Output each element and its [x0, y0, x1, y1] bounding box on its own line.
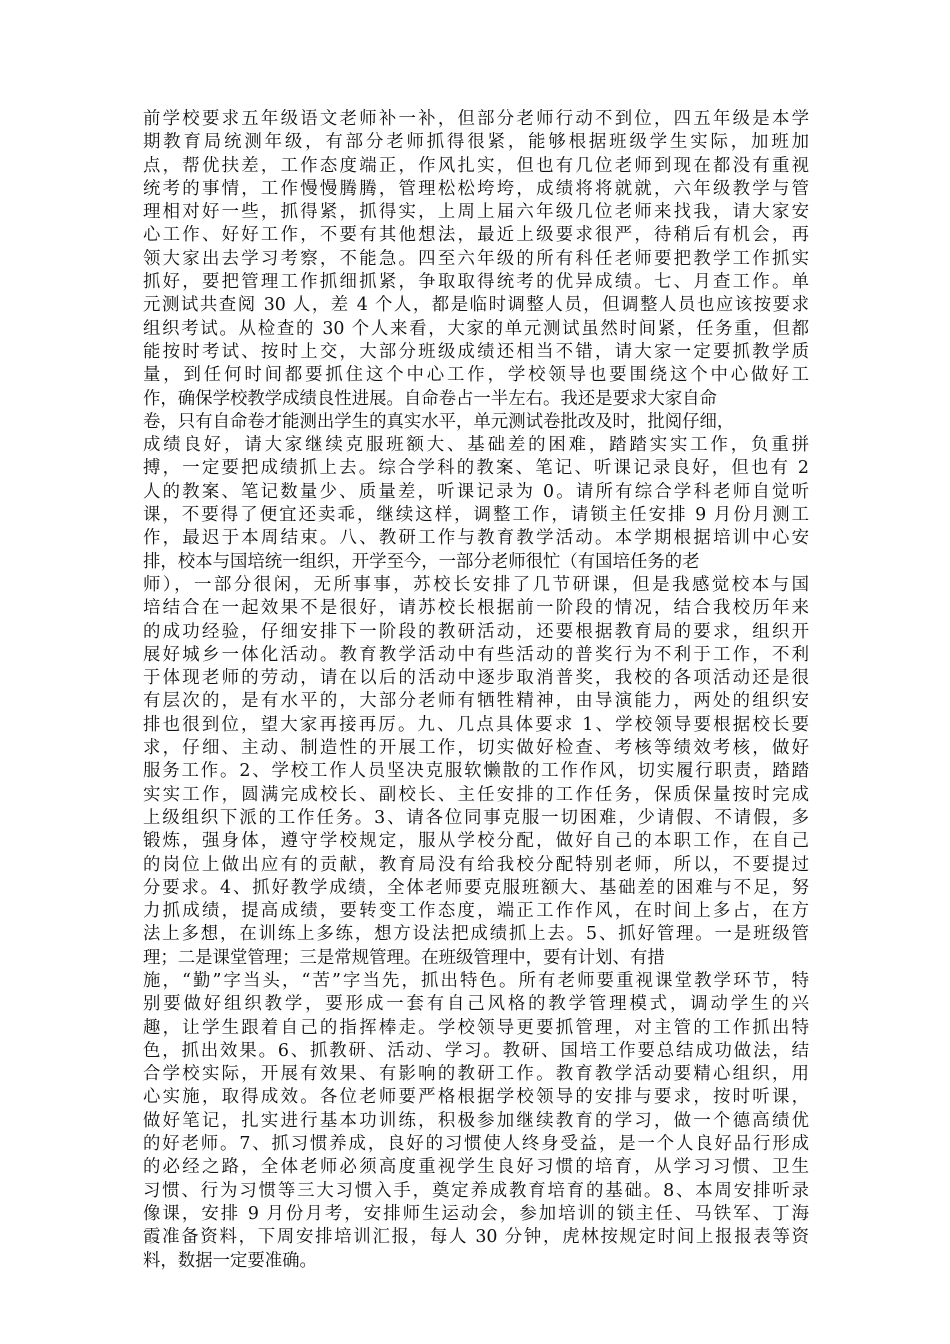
text-line: 服务工作。2、学校工作人员坚决克服软懒散的工作作风，切实履行职责，踏踏 [143, 761, 809, 782]
text-line: 像课，安排 9 月份月考，安排师生运动会，参加培训的锁主任、马铁军、丁海 [143, 1203, 809, 1224]
text-line: 能按时考试、按时上交，大部分班级成绩还相当不错，请大家一定要抓教学质 [143, 341, 809, 362]
text-line: 分要求。4、抓好教学成绩，全体老师要克服班额大、基础差的困难与不足，努 [143, 877, 809, 898]
text-line: 趣，让学生跟着自己的指挥棒走。学校领导更要抓管理，对主管的工作抓出特 [143, 1017, 809, 1038]
text-line: 的岗位上做出应有的贡献，教育局没有给我校分配特别老师，所以，不要提过 [143, 854, 809, 875]
text-line: 合学校实际，开展有效果、有影响的教研工作。教育教学活动要精心组织，用 [143, 1064, 809, 1085]
text-line: 的好老师。7、抓习惯养成，良好的习惯使人终身受益，是一个人良好品行形成 [143, 1134, 809, 1155]
text-line: 成绩良好，请大家继续克服班额大、基础差的困难，踏踏实实工作，负重拼 [143, 435, 809, 456]
body-text [143, 108, 809, 1273]
text-line: 排也很到位，望大家再接再厉。九、几点具体要求 1、学校领导要根据校长要 [143, 714, 809, 735]
text-line: 师），一部分很闲，无所事事，苏校长安排了几节研课，但是我感觉校本与国 [143, 574, 809, 595]
text-line: 排，校本与国培统一组织，开学至今，一部分老师很忙（有国培任务的老 [143, 551, 700, 572]
text-line: 的必经之路，全体老师必须高度重视学生良好习惯的培育，从学习习惯、卫生 [143, 1157, 809, 1178]
text-line: 展好城乡一体化活动。教育教学活动中有些活动的普奖行为不利于工作，不利 [143, 644, 809, 665]
text-line: 实实工作，圆满完成校长、副校长、主任安排的工作任务，保质保量按时完成 [143, 784, 809, 805]
text-line: 元测试共查阅 30 人，差 4 个人，都是临时调整人员，但调整人员也应该按要求 [143, 295, 809, 316]
text-line: 法上多想，在训练上多练，想方设法把成绩抓上去。5、抓好管理。一是班级管 [143, 924, 809, 945]
text-line: 力抓成绩，提高成绩，要转变工作态度，端正工作作风，在时间上多占，在方 [143, 901, 809, 922]
text-line: 的成功经验，仔细安排下一阶段的教研活动，还要根据教育局的要求，组织开 [143, 621, 809, 642]
text-line: 量，到任何时间都要抓住这个中心工作，学校领导也要围绕这个中心做好工 [143, 365, 809, 386]
text-line: 霞准备资料，下周安排培训汇报，每人 30 分钟，虎林按规定时间上报报表等资 [143, 1227, 809, 1248]
text-line: 习惯、行为习惯等三大习惯入手，奠定养成教育培育的基础。8、本周安排听录 [143, 1180, 809, 1201]
text-line: 培结合在一起效果不是很好，请苏校长根据前一阶段的情况，结合我校历年来 [143, 598, 809, 619]
text-line: 做好笔记，扎实进行基本功训练，积极参加继续教育的学习，做一个德高绩优 [143, 1110, 809, 1131]
text-line: 领大家出去学习考察，不能急。四至六年级的所有科任老师要把教学工作抓实 [143, 248, 809, 269]
text-line: 色，抓出效果。6、抓教研、活动、学习。教研、国培工作要总结成功做法，结 [143, 1040, 809, 1061]
text-line: 组织考试。从检查的 30 个人来看，大家的单元测试虽然时间紧，任务重，但都 [143, 318, 809, 339]
text-line: 施，“勤”字当头，“苦”字当先，抓出特色。所有老师要重视课堂教学环节，特 [143, 970, 809, 991]
text-line: 有层次的，是有水平的，大部分老师有牺牲精神，由导演能力，两处的组织安 [143, 691, 809, 712]
text-line: 搏，一定要把成绩抓上去。综合学科的教案、笔记、听课记录良好，但也有 2 [143, 458, 809, 479]
text-line: 别要做好组织教学，要形成一套有自己风格的教学管理模式，调动学生的兴 [143, 994, 809, 1015]
text-line: 上级组织下派的工作任务。3、请各位同事克服一切困难，少请假、不请假，多 [143, 807, 809, 828]
text-line: 作，最迟于本周结束。八、教研工作与教育教学活动。本学期根据培训中心安 [143, 528, 809, 549]
text-line: 课，不要得了便宜还卖乖，继续这样，调整工作，请锁主任安排 9 月份月测工 [143, 505, 809, 526]
text-line: 人的教案、笔记数量少、质量差，听课记录为 0。请所有综合学科老师自觉听 [143, 481, 809, 502]
text-line: 于体现老师的劳动，请在以后的活动中逐步取消普奖，我校的各项活动还是很 [143, 668, 809, 689]
text-line: 抓好，要把管理工作抓细抓紧，争取取得统考的优异成绩。七、月查工作。单 [143, 272, 809, 293]
text-line: 锻炼，强身体，遵守学校规定，服从学校分配，做好自己的本职工作，在自己 [143, 831, 809, 852]
text-line: 理；二是课堂管理；三是常规管理。在班级管理中，要有计划、有措 [143, 947, 665, 968]
text-line: 料，数据一定要准确。 [143, 1250, 317, 1271]
text-line: 作，确保学校教学成绩良性进展。自命卷占一半左右。我还是要求大家自命 [143, 388, 717, 409]
text-line: 心实施，取得成效。各位老师要严格根据学校领导的安排与要求，按时听课， [143, 1087, 809, 1108]
text-line: 点，帮优扶差，工作态度端正，作风扎实，但也有几位老师到现在都没有重视 [143, 155, 809, 176]
text-line: 求，仔细、主动、制造性的开展工作，切实做好检查、考核等绩效考核，做好 [143, 738, 809, 759]
text-line: 期教育局统测年级，有部分老师抓得很紧，能够根据班级学生实际，加班加 [143, 132, 809, 153]
text-line: 卷，只有自命卷才能测出学生的真实水平，单元测试卷批改及时，批阅仔细， [143, 411, 735, 432]
text-line: 前学校要求五年级语文老师补一补，但部分老师行动不到位，四五年级是本学 [143, 109, 809, 129]
text-line: 心工作、好好工作，不要有其他想法，最近上级要求很严，待稍后有机会，再 [143, 225, 809, 246]
text-line: 理相对好一些，抓得紧，抓得实，上周上届六年级几位老师来找我，请大家安 [143, 202, 809, 223]
text-line: 统考的事情，工作慢慢腾腾，管理松松垮垮，成绩将将就就，六年级教学与管 [143, 178, 809, 199]
